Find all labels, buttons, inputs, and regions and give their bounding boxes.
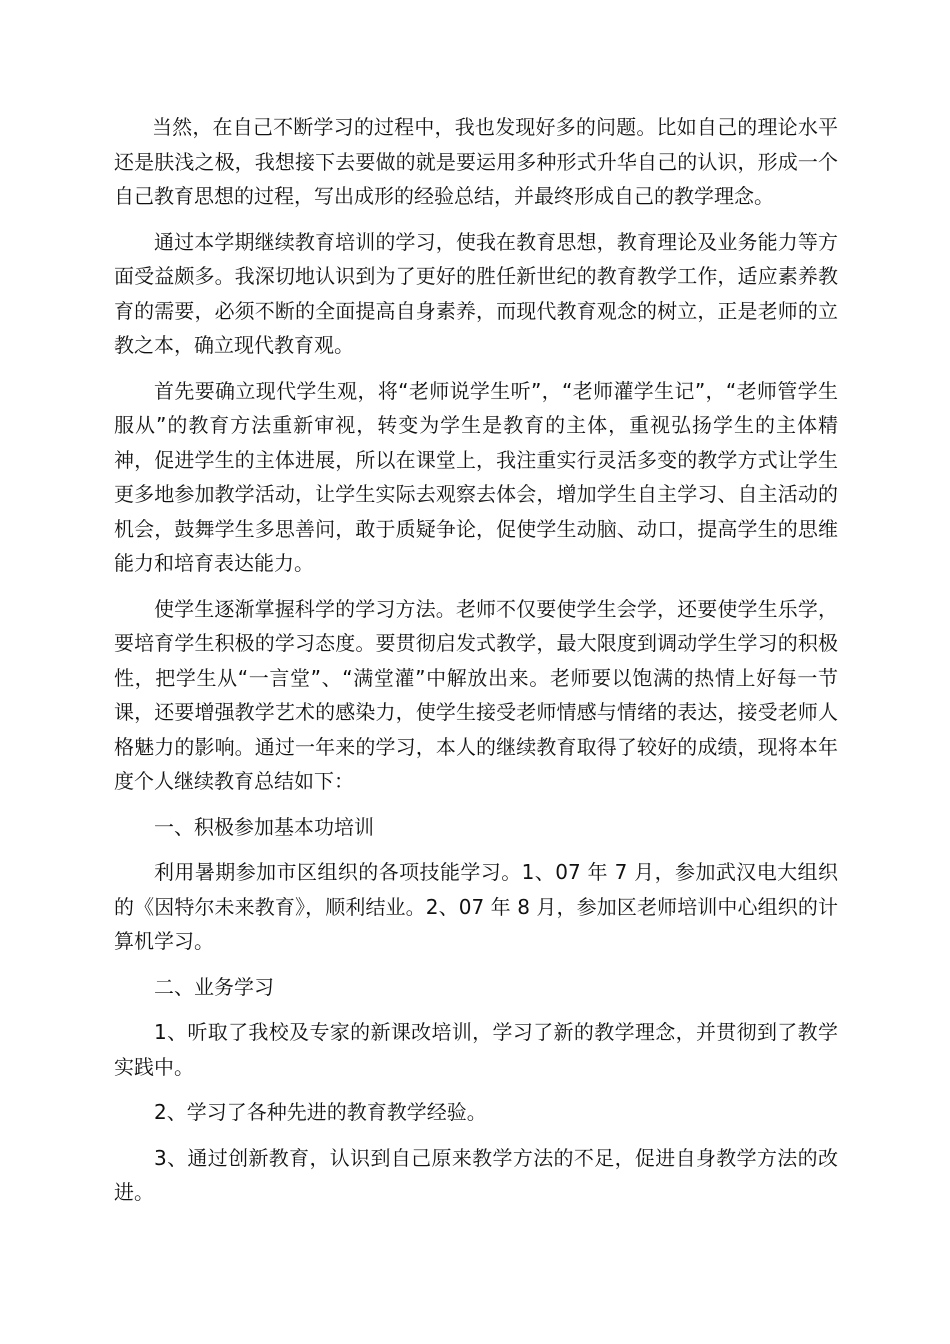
paragraph-learning-methods: 使学生逐渐掌握科学的学习方法。老师不仅要使学生会学，还要使学生乐学，要培育学生积极的学习态度。要贯彻启发式教学，最大限度到调动学生学习的积极性，把学生从“一言堂”、“满堂灌”中解放出来。老师要以饱满的热情上好每一节课，还要增强教学艺术的感染力，使学生接受老师情感与情绪的表达，接受老师人格魅力的影响。通过一年来的学习，本人的继续教育取得了较好的成绩，现将本年度个人继续教育总结如下： xyxy=(114,596,838,793)
list-item-1: 1、听取了我校及专家的新课改培训，学习了新的教学理念，并贯彻到了教学实践中。 xyxy=(114,1020,838,1079)
paragraph-student-view: 首先要确立现代学生观，将“老师说学生听”，“老师灌学生记”，“老师管学生服从”的教育方法重新审视，转变为学生是教育的主体，重视弘扬学生的主体精神，促进学生的主体进展，所以在课堂上，我注重实行灵活多变的教学方式让学生更多地参加教学活动，让学生实际去观察去体会，增加学生自主学习、自主活动的机会，鼓舞学生多思善问，敢于质疑争论，促使学生动脑、动口，提高学生的思维能力和培育表达能力。 xyxy=(114,378,838,575)
paragraph-training-summary: 通过本学期继续教育培训的学习，使我在教育思想，教育理论及业务能力等方面受益颇多。我深切地认识到为了更好的胜任新世纪的教育教学工作，适应素养教育的需要，必须不断的全面提高自身素养，而现代教育观念的树立，正是老师的立教之本，确立现代教育观。 xyxy=(114,229,838,357)
section-heading-professional-study: 二、业务学习 xyxy=(154,974,274,999)
paragraph-summer-training: 利用暑期参加市区组织的各项技能学习。1、07 年 7 月，参加武汉电大组织的《因特尔未来教育》，顺利结业。2、07 年 8 月，参加区老师培训中心组织的计算机学习。 xyxy=(114,860,838,953)
paragraph-reflection: 当然，在自己不断学习的过程中，我也发现好多的问题。比如自己的理论水平还是肤浅之极，我想接下去要做的就是要运用多种形式升华自己的认识，形成一个自己教育思想的过程，写出成形的经验总结，并最终形成自己的教学理念。 xyxy=(114,115,838,208)
list-item-2: 2、学习了各种先进的教育教学经验。 xyxy=(154,1100,487,1124)
list-item-3: 3、通过创新教育，认识到自己原来教学方法的不足，促进自身教学方法的改进。 xyxy=(114,1145,838,1204)
document-page xyxy=(114,110,838,1221)
section-heading-basic-skills: 一、积极参加基本功培训 xyxy=(154,814,374,839)
